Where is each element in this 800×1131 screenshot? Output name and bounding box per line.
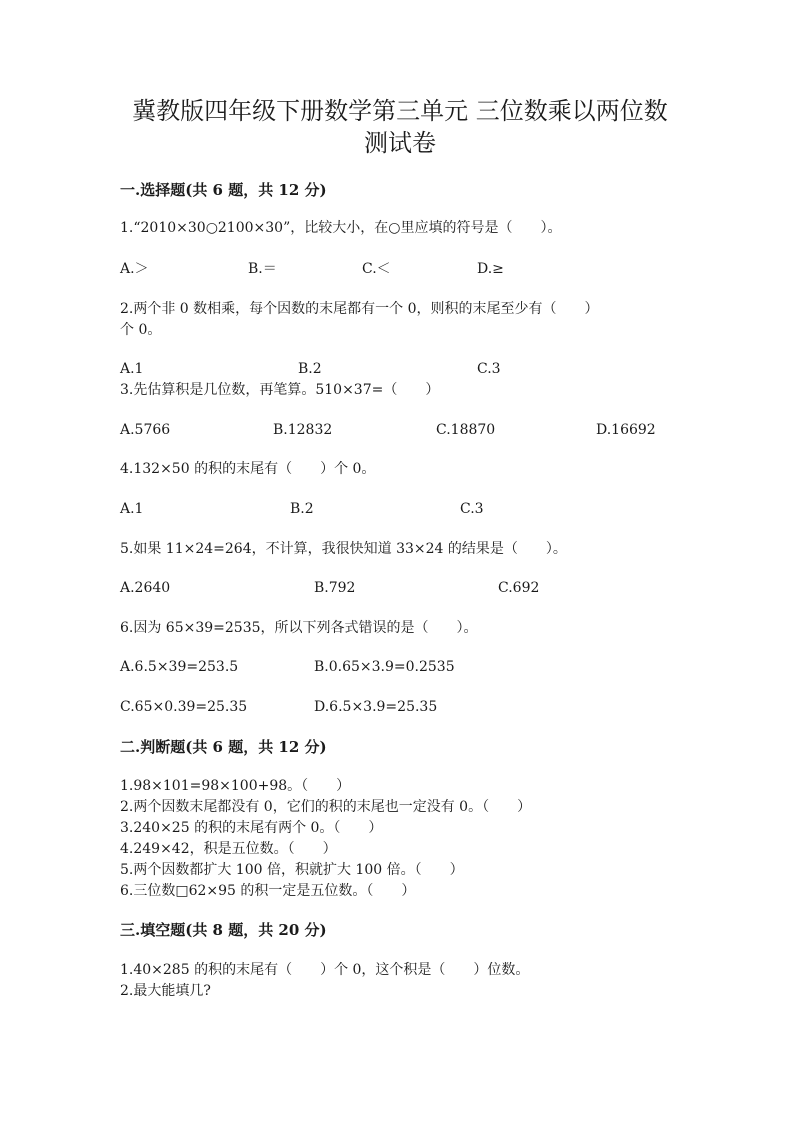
option-d: D.≥	[477, 261, 504, 277]
option-c: C.3	[477, 361, 501, 377]
question-stem: 1.“2010×30○2100×30”，比较大小，在○里应填的符号是（ ）。	[120, 220, 562, 236]
judgement-item: 5.两个因数都扩大 100 倍，积就扩大 100 倍。（ ）	[120, 862, 464, 878]
option-b: B.＝	[248, 261, 277, 277]
question-stem: 3.先估算积是几位数，再笔算。510×37=（ ）	[120, 382, 440, 398]
option-c: C.692	[498, 580, 540, 596]
fill-blank-item: 1.40×285 的积的末尾有（ ）个 0，这个积是（ ）位数。	[120, 962, 530, 978]
option-c: C.18870	[436, 422, 496, 438]
judgement-item: 3.240×25 的积的末尾有两个 0。（ ）	[120, 820, 383, 836]
option-b: B.0.65×3.9=0.2535	[314, 659, 455, 675]
judgement-item: 6.三位数□62×95 的积一定是五位数。（ ）	[120, 883, 416, 899]
question-stem-continued: 个 0。	[120, 322, 162, 338]
judgement-item: 4.249×42，积是五位数。（ ）	[120, 841, 337, 857]
option-b: B.2	[298, 361, 322, 377]
question-stem: 2.两个非 0 数相乘，每个因数的末尾都有一个 0，则积的末尾至少有（ ）	[120, 301, 599, 317]
page-title-line1: 冀教版四年级下册数学第三单元 三位数乘以两位数	[132, 97, 668, 125]
option-b: B.792	[314, 580, 356, 596]
option-c: C.3	[460, 501, 484, 517]
option-a: A.6.5×39=253.5	[120, 659, 239, 675]
question-stem: 6.因为 65×39=2535，所以下列各式错误的是（ ）。	[120, 620, 478, 636]
option-d: D.6.5×3.9=25.35	[314, 699, 438, 715]
judgement-item: 2.两个因数末尾都没有 0，它们的积的末尾也一定没有 0。（ ）	[120, 799, 532, 815]
question-stem: 5.如果 11×24=264，不计算，我很快知道 33×24 的结果是（ ）。	[120, 541, 567, 557]
page-title-line2: 测试卷	[364, 129, 436, 157]
option-a: A.5766	[120, 422, 171, 438]
section-heading-fill-blank: 三.填空题(共 8 题，共 20 分)	[120, 921, 327, 939]
judgement-item: 1.98×101=98×100+98。（ ）	[120, 778, 351, 794]
question-stem: 4.132×50 的积的末尾有（ ）个 0。	[120, 461, 376, 477]
option-c: C.65×0.39=25.35	[120, 699, 248, 715]
option-a: A.1	[120, 501, 144, 517]
option-a: A.＞	[120, 261, 149, 277]
section-heading-choice: 一.选择题(共 6 题，共 12 分)	[120, 181, 327, 199]
option-a: A.2640	[120, 580, 171, 596]
option-a: A.1	[120, 361, 144, 377]
section-heading-judgement: 二.判断题(共 6 题，共 12 分)	[120, 738, 327, 756]
option-d: D.16692	[596, 422, 656, 438]
fill-blank-item: 2.最大能填几?	[120, 983, 211, 999]
option-b: B.12832	[273, 422, 333, 438]
option-c: C.＜	[362, 261, 391, 277]
option-b: B.2	[290, 501, 314, 517]
